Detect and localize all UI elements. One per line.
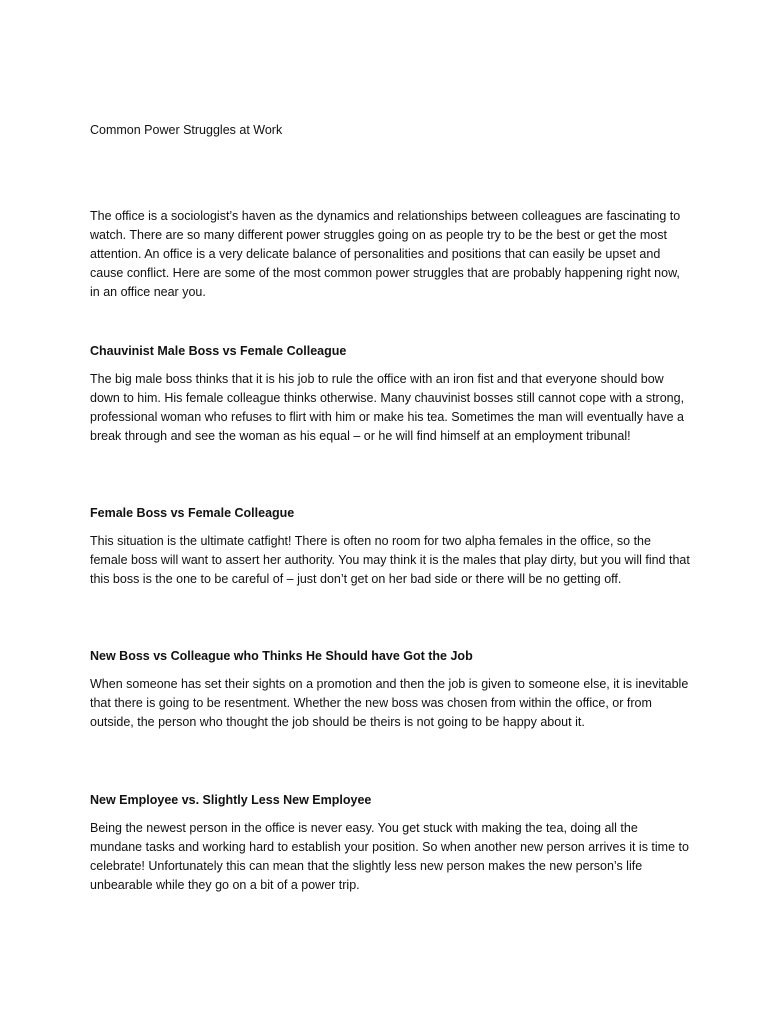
section-heading: Female Boss vs Female Colleague (90, 506, 295, 520)
section-heading: Chauvinist Male Boss vs Female Colleague (90, 344, 347, 358)
section-new-employee (90, 791, 690, 895)
section-body: When someone has set their sights on a promotion and then the job is given to someone else, it is inevitable that there is going to be resentment. Whether the new boss was chosen from within the office, or from outside, the person who thought the job should be theirs is not going to be happy about it. (90, 677, 689, 729)
section-body: This situation is the ultimate catfight! There is often no room for two alpha females in the office, so the female boss will want to assert her authority. You may think it is the males that play dirty, but you will find that this boss is the one to be careful of – just don’t get on her bad side or there will be no getting off. (90, 534, 690, 586)
section-female-boss (90, 504, 690, 589)
document-title: Common Power Struggles at Work (90, 123, 283, 137)
section-heading: New Employee vs. Slightly Less New Employee (90, 793, 372, 807)
section-heading: New Boss vs Colleague who Thinks He Should have Got the Job (90, 649, 473, 663)
section-chauvinist-boss (90, 342, 690, 446)
section-new-boss (90, 647, 690, 732)
intro-paragraph: The office is a sociologist’s haven as the dynamics and relationships between colleagues are fascinating to watch. There are so many different power struggles going on as people try to be the best or get the most attention. An office is a very delicate balance of personalities and positions that can easily be upset and cause conflict. Here are some of the most common power struggles that are probably happening right now, in an office near you. (90, 209, 681, 299)
section-body: Being the newest person in the office is never easy. You get stuck with making the tea, doing all the mundane tasks and working hard to establish your position. So when another new person arrives it is time to celebrate! Unfortunately this can mean that the slightly less new person makes the new person’s life unbearable while they go on a bit of a power trip. (90, 821, 689, 892)
section-body: The big male boss thinks that it is his job to rule the office with an iron fist and that everyone should bow down to him. His female colleague thinks otherwise. Many chauvinist bosses still cannot cope with a strong, professional woman who refuses to flirt with him or make his tea. Sometimes the man will eventually have a break through and see the woman as his equal – or he will find himself at an employment tribunal! (90, 372, 685, 443)
